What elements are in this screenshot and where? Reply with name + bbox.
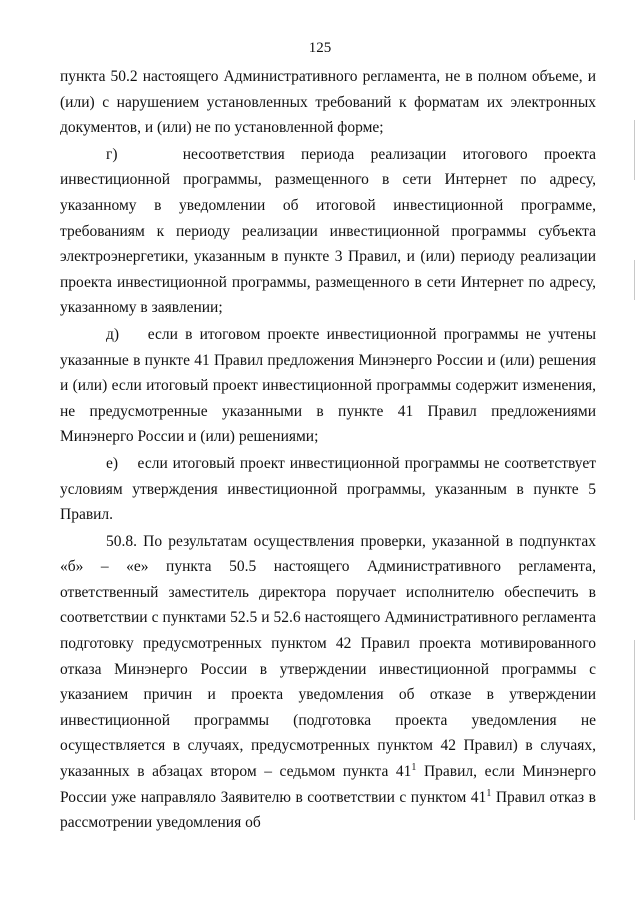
paragraph-50-8-text-3: Правил отказ в рассмотрении уведомления об — [60, 788, 596, 832]
document-body — [60, 64, 596, 836]
page-number: 125 — [308, 40, 332, 56]
paragraph-item-g: г) несоответствия периода реализации итогового проекта инвестиционной программы, размещенного в сети Интернет по адресу, указанному в уведомлении об итоговой инвестиционной программе, требованиям к периоду реализации инвестиционной программы субъекта электроэнергетики, указанным в пункте 3 Правил, и (или) периоду реализации проекта инвестиционной программы, размещенного в сети Интернет по адресу, указанному в заявлении; — [60, 145, 596, 317]
paragraph-50-8-text-1: 50.8. По результатам осуществления проверки, указанной в подпунктах «б» – «е» пункта 50.5 настоящего Административного регламента, ответственный заместитель директора поручает исполнителю обеспечить в соответствии с пунктами 52.5 и 52.6 настоящего Административного регламента подготовку предусмотренных пунктом 42 Правил проекта мотивированного отказа Минэнерго России в утверждении инвестиционной программы с указанием причин и проекта уведомления об отказе в утверждении инвестиционной программы (подготовка проекта уведомления не осуществляется в случаях, предусмотренных пунктом 42 Правил) в случаях, указанных в абзацах втором – седьмом пункта 41 — [60, 532, 596, 781]
superscript-1: 1 — [411, 762, 417, 774]
superscript-2: 1 — [486, 787, 492, 799]
scan-edge-mark — [634, 260, 635, 300]
paragraph-50-8-text-2: Правил, если Минэнерго России уже направляло Заявителю в соответствии с пунктом 41 — [60, 763, 596, 806]
scan-edge-mark — [634, 640, 635, 820]
paragraph-continuation: пункта 50.2 настоящего Административного регламента, не в полном объеме, и (или) с нарушением установленных требований к форматам их электронных документов, и (или) не по установленной форме; — [60, 68, 596, 137]
scan-edge-mark — [634, 120, 635, 180]
paragraph-item-d: д) если в итоговом проекте инвестиционной программы не учтены указанные в пункте 41 Правил предложения Минэнерго России и (или) решения и (или) если итоговый проект инвестиционной программы содержит изменения, не предусмотренные указанными в пункте 41 Правил предложениями Минэнерго России и (или) решениями; — [60, 325, 596, 446]
paragraph-item-e: е) если итоговый проект инвестиционной программы не соответствует условиям утверждения инвестиционной программы, указанным в пункте 5 Правил. — [60, 454, 596, 524]
paragraph-50-8 — [60, 529, 596, 836]
